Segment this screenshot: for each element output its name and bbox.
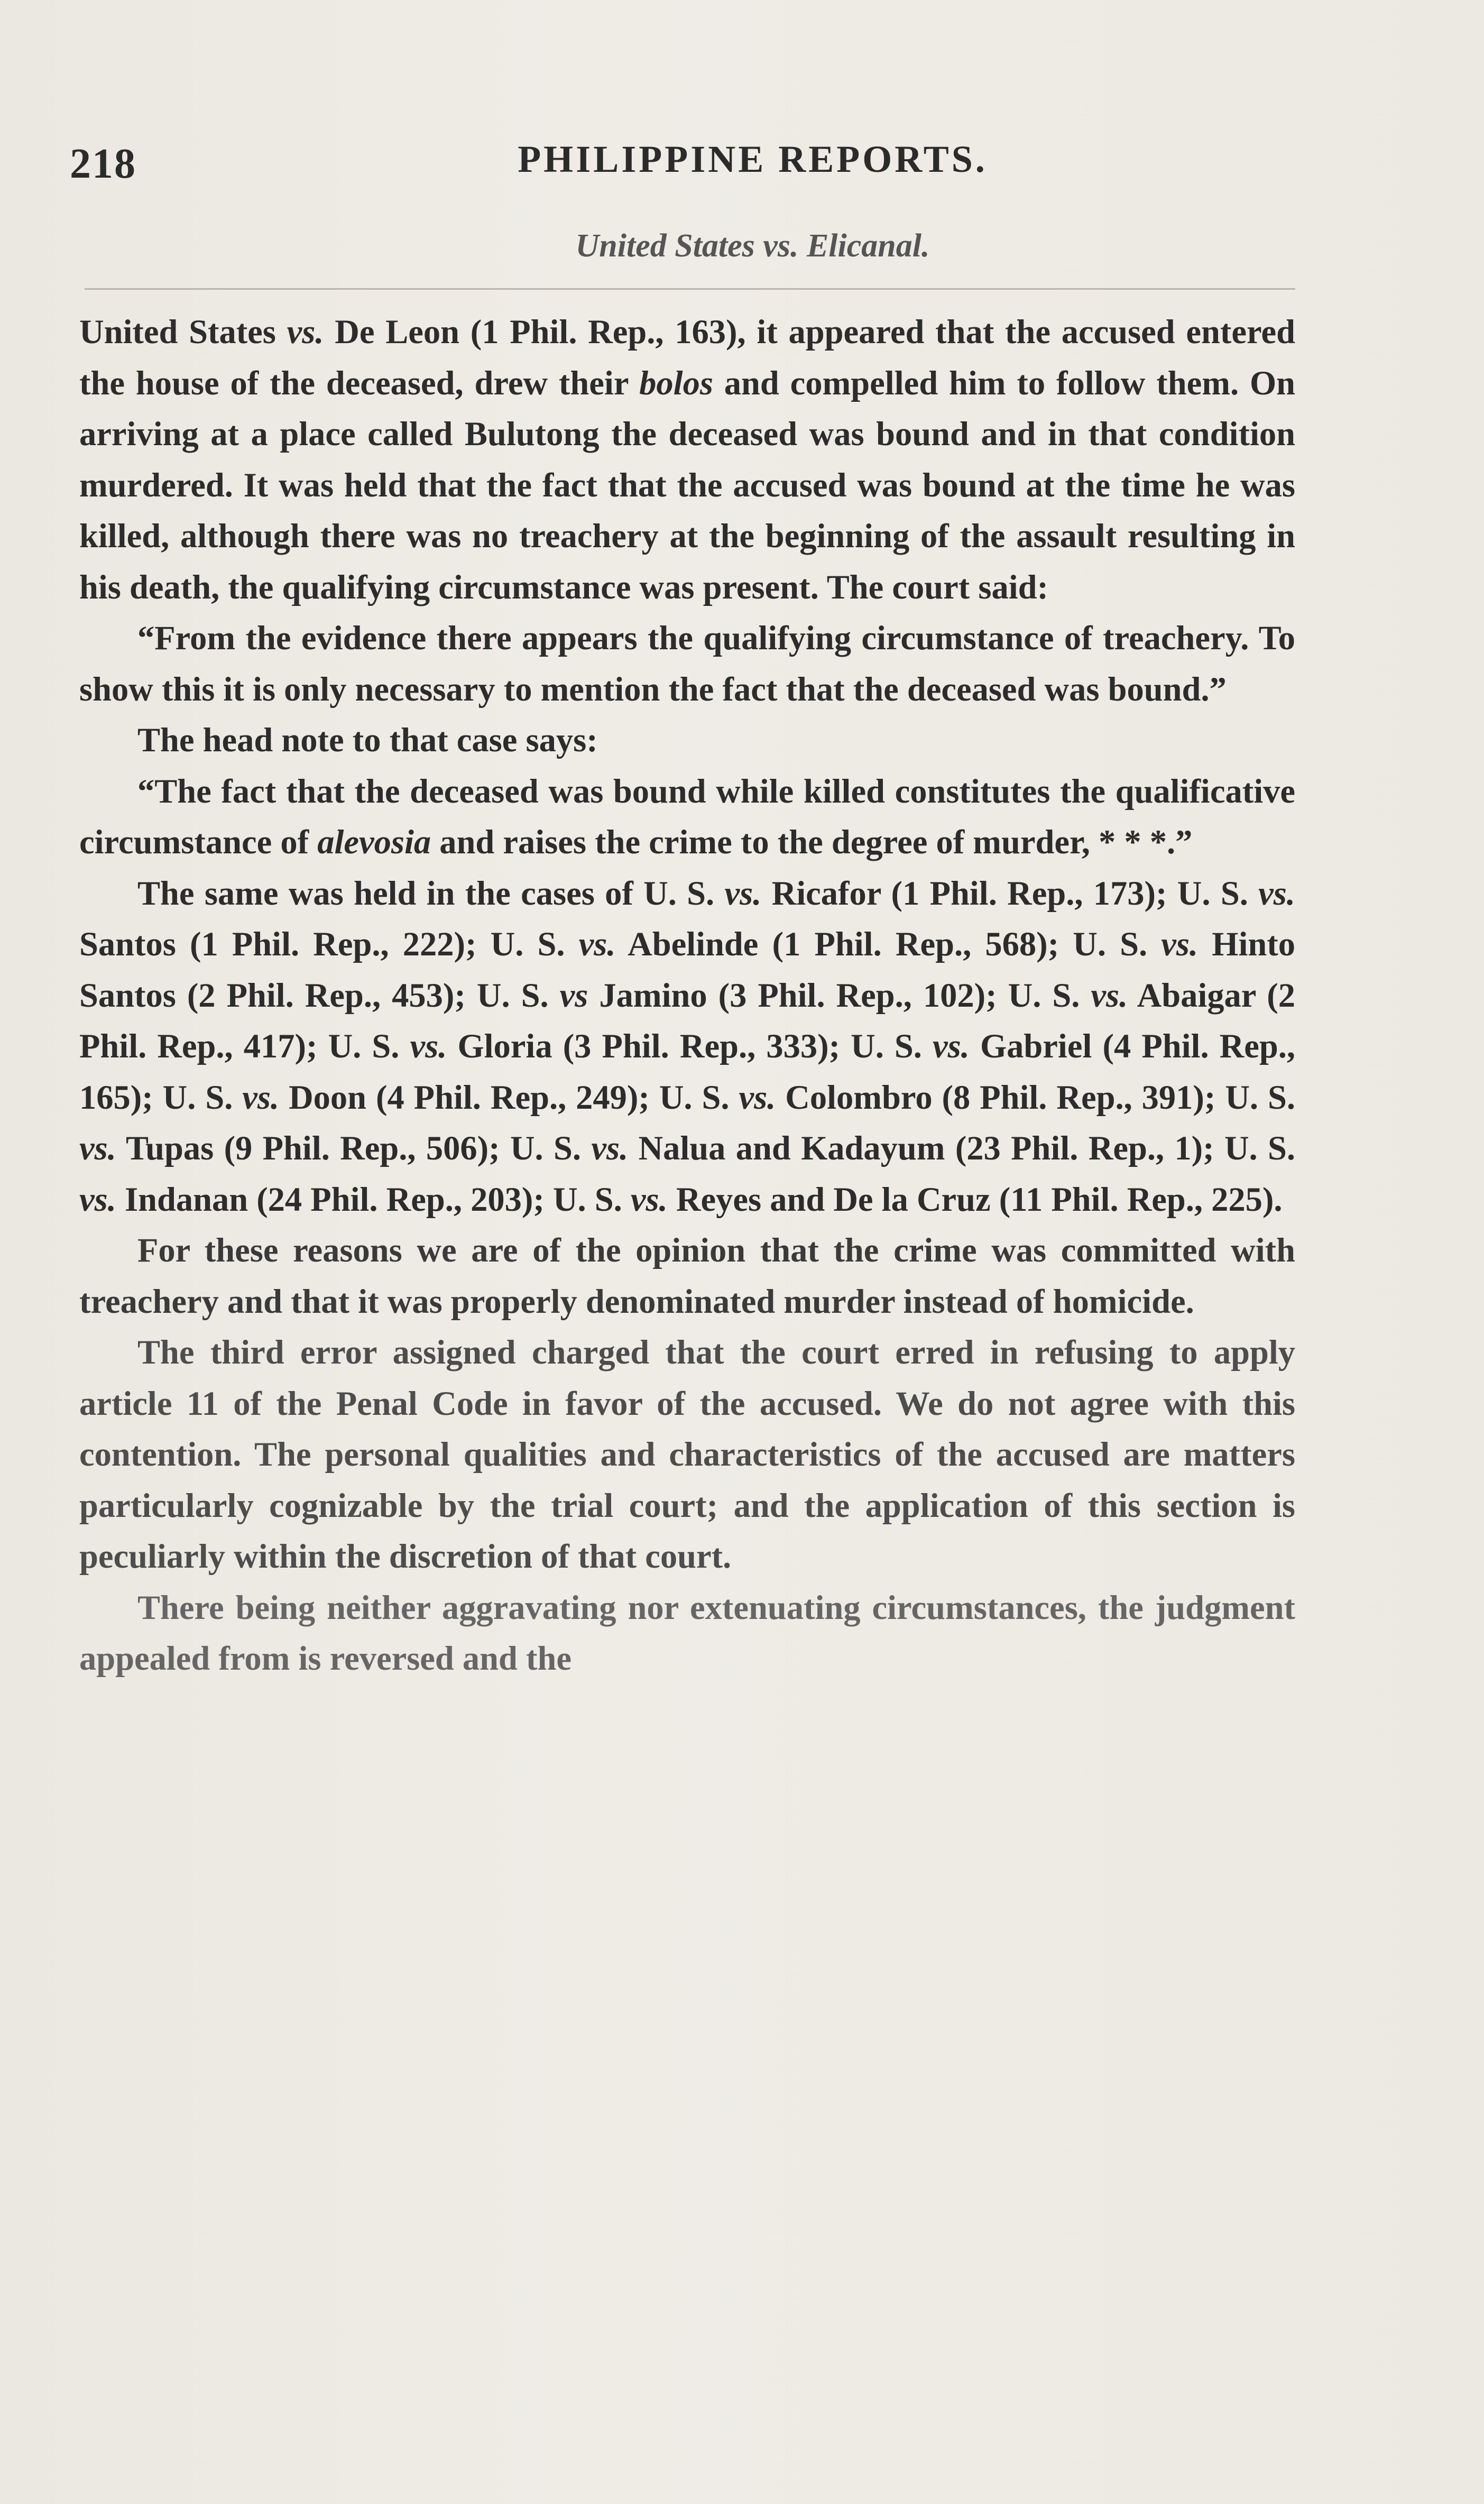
text-span: and compelled him to follow them. On arriving at a place called Bulutong the deceased was bound and in that condition murdered. It was held that the fact that the accused was bound at the time he was killed, although there was no treachery at the beginning of the assault resulting in his death, the qualifying circumstance was present. The court said: (79, 364, 1296, 606)
text-span: vs (559, 976, 588, 1014)
text-span: Abaigar (2 Phil. Rep., 417); U. S. (79, 976, 1296, 1065)
text-span: vs. (242, 1078, 280, 1116)
text-span: vs. (578, 925, 616, 963)
paragraph-citations (79, 868, 1295, 1226)
paragraph-quote-2 (79, 766, 1295, 868)
text-span: Abelinde (1 Phil. Rep., 568); U. S. (615, 925, 1162, 963)
text-span: Gabriel (4 Phil. Rep., 165); U. S. (79, 1027, 1296, 1116)
text-span: Tupas (9 Phil. Rep., 506); U. S. (116, 1129, 592, 1167)
text-span: alevosia (317, 823, 431, 861)
text-span: De Leon (1 Phil. Rep., 163), it appeared that the accused entered the house of the deceased, drew their (79, 313, 1295, 402)
running-head: PHILIPPINE REPORTS. (518, 138, 988, 180)
case-caption: United States vs. Elicanal. (575, 228, 930, 264)
text-span: vs. (79, 1180, 116, 1218)
text-span: Ricafor (1 Phil. Rep., 173); U. S. (761, 874, 1259, 912)
paragraph-quote-1: “From the evidence there appears the qualifying circumstance of treachery. To show this it is only necessary to mention the fact that the deceased was bound.” (79, 619, 1295, 708)
text-span: “The fact that the deceased was bound while killed constitutes the qualificative circumstance of (79, 772, 1295, 861)
paragraph-third-error: The third error assigned charged that the court erred in refusing to apply article 11 of the Penal Code in favor of the accused. We do not agree with this contention. The personal qualities and characteristics of the accused are matters particularly cognizable by the trial court; and the application of this section is peculiarly within the discretion of that court. (79, 1333, 1295, 1575)
paragraph-1 (79, 307, 1295, 613)
text-span: Colombro (8 Phil. Rep., 391); U. S. (776, 1078, 1295, 1116)
text-span: vs. (739, 1078, 776, 1116)
text-span: vs. (1091, 976, 1128, 1014)
paragraph-conclusion: For these reasons we are of the opinion that the crime was committed with treachery and that it was properly denominated murder instead of homicide. (79, 1231, 1295, 1320)
text-span: vs. (1258, 874, 1295, 912)
text-span: vs. (591, 1129, 629, 1167)
text-span: United States (79, 313, 287, 351)
page-number: 218 (70, 141, 136, 187)
text-span: Jamino (3 Phil. Rep., 102); U. S. (588, 976, 1091, 1014)
header-rule (85, 288, 1295, 290)
text-span: Nalua and Kadayum (23 Phil. Rep., 1); U. S. (628, 1129, 1296, 1167)
text-span: bolos (639, 364, 713, 402)
paragraph-judgment: There being neither aggravating nor extenuating circumstances, the judgment appealed from is reversed and the (79, 1588, 1295, 1677)
text-span: The same was held in the cases of U. S. (137, 874, 725, 912)
text-span: Doon (4 Phil. Rep., 249); U. S. (279, 1078, 739, 1116)
text-span: vs. (1161, 925, 1199, 963)
text-span: vs. (287, 313, 324, 351)
text-span: vs. (79, 1129, 116, 1167)
text-span: vs. (933, 1027, 970, 1065)
text-span: Hinto Santos (2 Phil. Rep., 453); U. S. (79, 925, 1295, 1014)
paragraph-head-note-intro: The head note to that case says: (137, 721, 598, 759)
text-span: vs. (724, 874, 762, 912)
text-span: vs. (630, 1180, 668, 1218)
text-span: and raises the crime to the degree of murder, * * *.” (431, 823, 1193, 861)
body-text (79, 307, 1295, 1684)
text-span: vs. (410, 1027, 447, 1065)
text-span: Santos (1 Phil. Rep., 222); U. S. (79, 925, 579, 963)
text-span: Indanan (24 Phil. Rep., 203); U. S. (116, 1180, 631, 1218)
text-span: Reyes and De la Cruz (11 Phil. Rep., 225). (667, 1180, 1283, 1218)
text-span: Gloria (3 Phil. Rep., 333); U. S. (447, 1027, 933, 1065)
